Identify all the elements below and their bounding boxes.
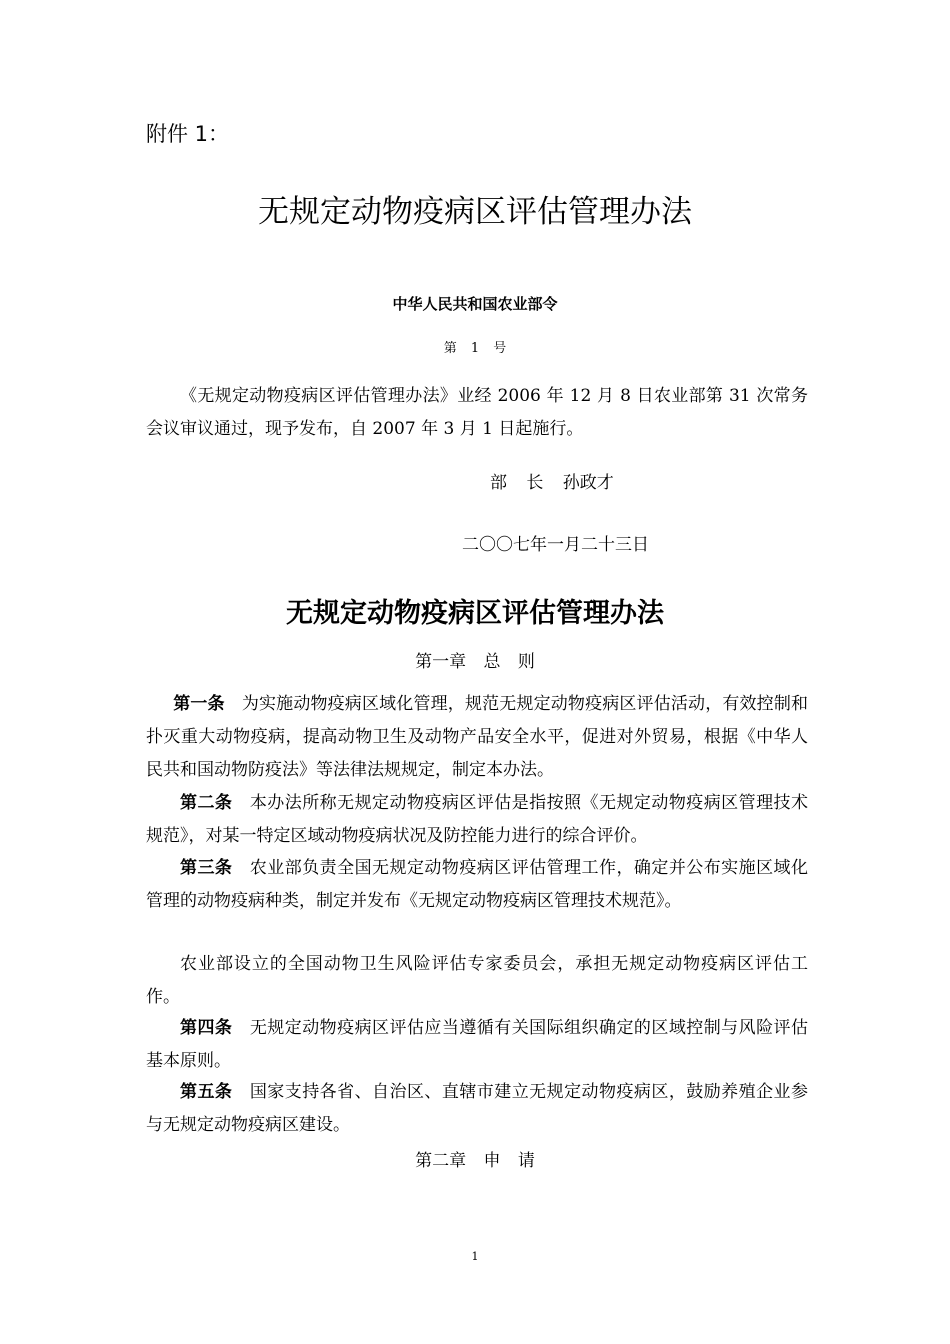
- chapter-1-heading: 第一章 总 则: [415, 652, 535, 672]
- attachment-label: 附件 1：: [146, 122, 230, 146]
- article-3: [146, 852, 808, 918]
- article-2-label: 第二条: [180, 793, 233, 813]
- article-5-text: 国家支持各省、自治区、直辖市建立无规定动物疫病区，鼓励养殖企业参与无规定动物疫病区建设。: [146, 1082, 809, 1135]
- minister-signature: 部 长 孙政才: [490, 473, 614, 493]
- decree-date: 二〇〇七年一月二十三日: [462, 535, 649, 555]
- article-3-text: 农业部负责全国无规定动物疫病区评估管理工作，确定并公布实施区域化管理的动物疫病种类，制定并发布《无规定动物疫病区管理技术规范》。: [146, 858, 809, 911]
- article-1-label: 第一条: [173, 694, 225, 714]
- article-1: [146, 688, 808, 787]
- decree-issuer: 中华人民共和国农业部令: [392, 295, 558, 313]
- article-2: [146, 787, 808, 853]
- article-2-text: 本办法所称无规定动物疫病区评估是指按照《无规定动物疫病区管理技术规范》，对某一特定区域动物疫病状况及防控能力进行的综合评价。: [146, 793, 809, 846]
- main-title: 无规定动物疫病区评估管理办法: [258, 194, 692, 230]
- article-1-text: 为实施动物疫病区域化管理，规范无规定动物疫病区评估活动，有效控制和扑灭重大动物疫病，提高动物卫生及动物产品安全水平，促进对外贸易，根据《中华人民共和国动物防疫法》等法律法规规定，制定本办法。: [146, 694, 809, 780]
- decree-text: 《无规定动物疫病区评估管理办法》业经 2006 年 12 月 8 日农业部第 31 次常务会议审议通过，现予发布，自 2007 年 3 月 1 日起施行。: [146, 386, 808, 439]
- document-title: 无规定动物疫病区评估管理办法: [286, 598, 664, 629]
- page-number: 1: [471, 1250, 479, 1263]
- article-3-label: 第三条: [180, 858, 233, 878]
- article-5: [146, 1076, 808, 1142]
- article-3-paragraph-2: 农业部设立的全国动物卫生风险评估专家委员会，承担无规定动物疫病区评估工作。: [146, 954, 808, 1007]
- article-4-text: 无规定动物疫病区评估应当遵循有关国际组织确定的区域控制与风险评估基本原则。: [146, 1018, 809, 1071]
- decree-number: 第 1 号: [443, 341, 507, 356]
- chapter-2-heading: 第二章 申 请: [415, 1151, 535, 1171]
- article-4: [146, 1012, 808, 1078]
- article-5-label: 第五条: [180, 1082, 233, 1102]
- article-4-label: 第四条: [180, 1018, 233, 1038]
